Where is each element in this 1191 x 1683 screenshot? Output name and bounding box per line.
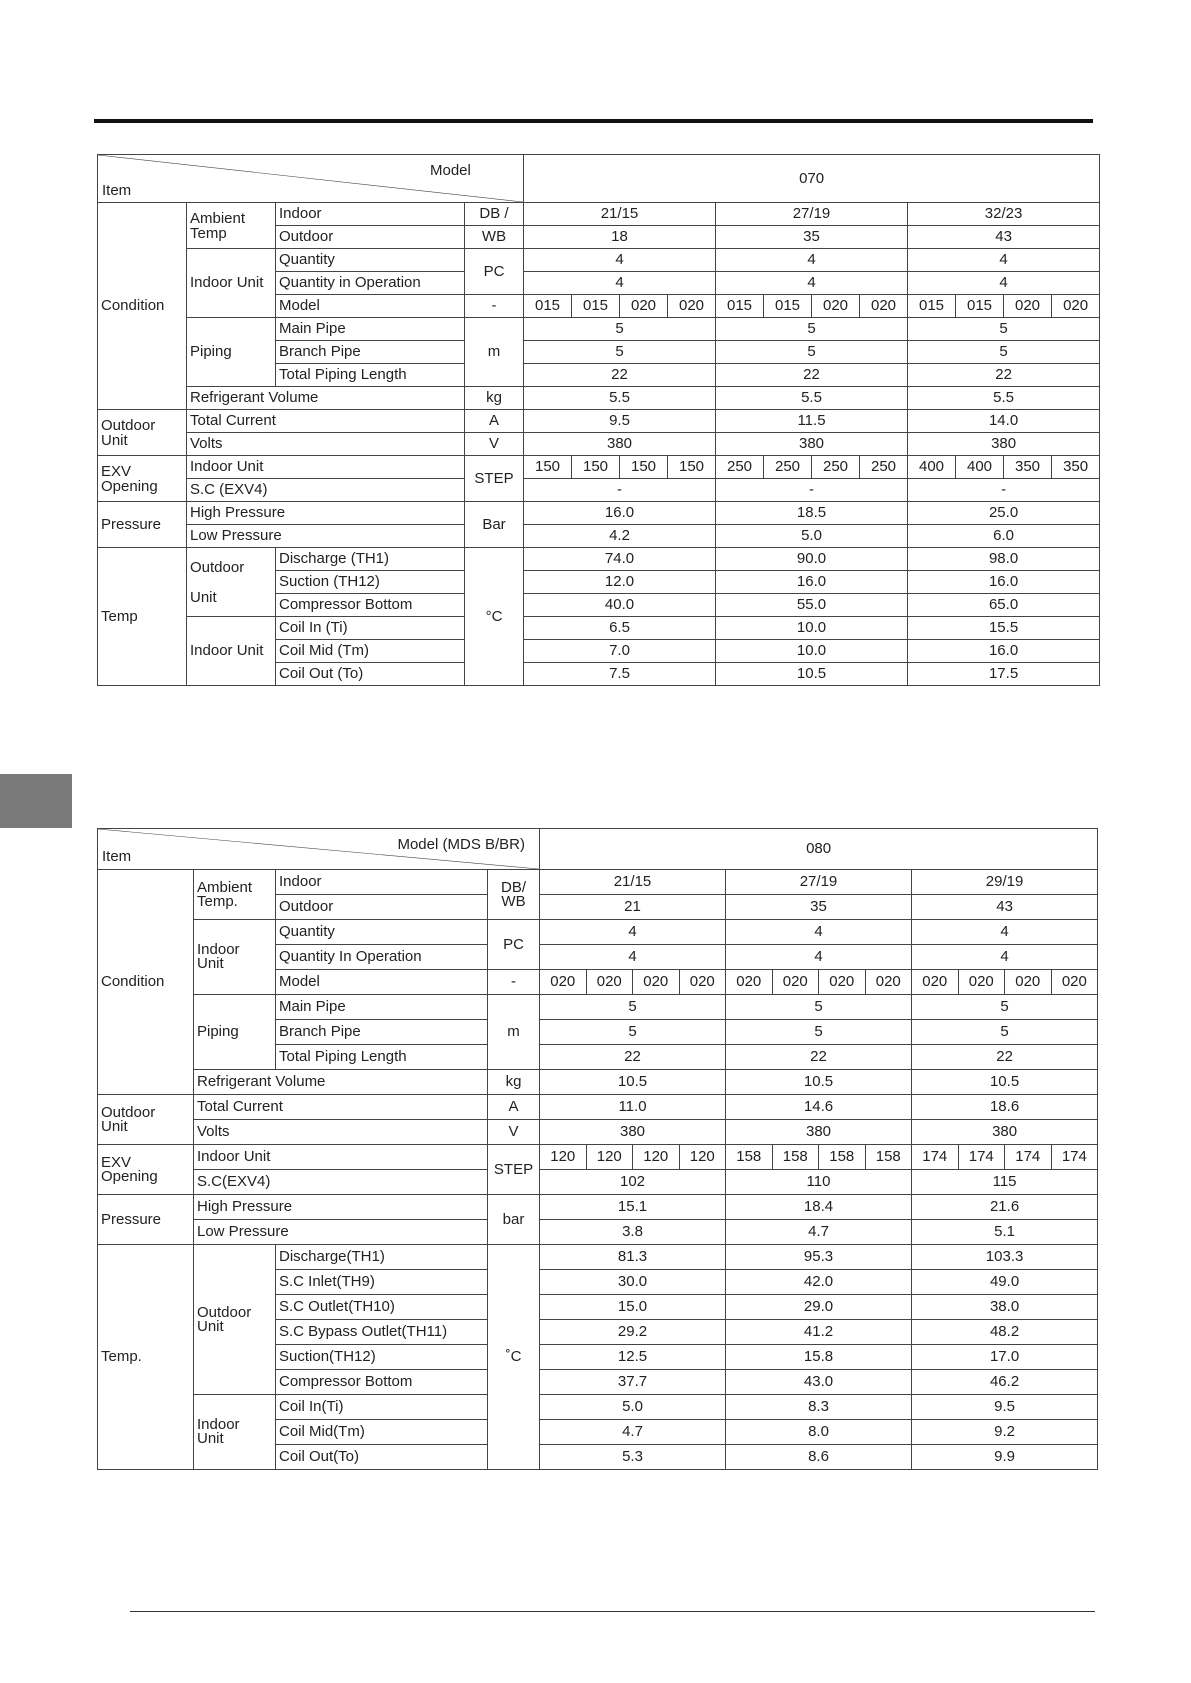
- low-pressure-label: Low Pressure: [194, 1220, 488, 1245]
- outdoor-label: Outdoor: [276, 226, 465, 249]
- item-header-label: Item: [102, 848, 132, 865]
- unit-v: V: [488, 1120, 540, 1145]
- table-corner-header: [98, 155, 524, 203]
- unit-dbwb-top: DB /: [465, 203, 524, 226]
- cell-value: 6.5: [524, 617, 716, 640]
- cell-value: 250: [716, 456, 764, 479]
- cell-value: 4: [908, 249, 1100, 272]
- cell-value: 10.5: [716, 663, 908, 686]
- volts-label: Volts: [187, 433, 465, 456]
- indoor-unit-label: Indoor Unit: [187, 249, 276, 318]
- cell-value: 32/23: [908, 203, 1100, 226]
- cell-value: 30.0: [540, 1270, 726, 1295]
- refrigerant-label: Refrigerant Volume: [194, 1070, 488, 1095]
- cell-value: 7.0: [524, 640, 716, 663]
- cell-value: 9.5: [524, 410, 716, 433]
- cell-value: 12.0: [524, 571, 716, 594]
- cell-value: 4: [912, 920, 1098, 945]
- cell-value: 65.0: [908, 594, 1100, 617]
- cell-value: 380: [912, 1120, 1098, 1145]
- unit-pc: PC: [488, 920, 540, 970]
- model-code: 080: [540, 829, 1098, 870]
- cell-value: -: [908, 479, 1100, 502]
- cell-value: 38.0: [912, 1295, 1098, 1320]
- cell-value: 120: [540, 1145, 587, 1170]
- cell-value: 158: [726, 1145, 773, 1170]
- cell-value: 5.1: [912, 1220, 1098, 1245]
- cell-value: 12.5: [540, 1345, 726, 1370]
- cell-value: 5: [912, 1020, 1098, 1045]
- cell-value: 16.0: [716, 571, 908, 594]
- total-current-label: Total Current: [194, 1095, 488, 1120]
- cell-value: 17.0: [912, 1345, 1098, 1370]
- indoor-label: Indoor: [276, 870, 488, 895]
- cell-value: 5.0: [540, 1395, 726, 1420]
- cell-value: 37.7: [540, 1370, 726, 1395]
- model-label: Model: [276, 970, 488, 995]
- cell-value: 17.5: [908, 663, 1100, 686]
- coil-in-label: Coil In(Ti): [276, 1395, 488, 1420]
- cell-value: 4.2: [524, 525, 716, 548]
- cell-value: 020: [540, 970, 587, 995]
- outdoor-unit-label: Outdoor Unit: [98, 410, 187, 456]
- suction-label: Suction (TH12): [276, 571, 465, 594]
- cell-value: 10.0: [716, 617, 908, 640]
- cell-value: 16.0: [908, 571, 1100, 594]
- cell-value: 4: [524, 249, 716, 272]
- cell-value: 103.3: [912, 1245, 1098, 1270]
- temp-outdoor-unit-label: Outdoor Unit: [187, 548, 276, 617]
- cell-value: 22: [908, 364, 1100, 387]
- quantity-label: Quantity: [276, 249, 465, 272]
- cell-value: 43.0: [726, 1370, 912, 1395]
- cell-value: 10.0: [716, 640, 908, 663]
- cell-value: 120: [586, 1145, 633, 1170]
- cell-value: 015: [524, 295, 572, 318]
- unit-m: m: [488, 995, 540, 1070]
- cell-value: 98.0: [908, 548, 1100, 571]
- cell-value: 020: [726, 970, 773, 995]
- cell-value: 3.8: [540, 1220, 726, 1245]
- model-code: 070: [524, 155, 1100, 203]
- cell-value: 95.3: [726, 1245, 912, 1270]
- cell-value: 22: [540, 1045, 726, 1070]
- cell-value: 7.5: [524, 663, 716, 686]
- cell-value: 4: [540, 945, 726, 970]
- cell-value: 5: [716, 341, 908, 364]
- unit-a: A: [465, 410, 524, 433]
- cell-value: 27/19: [716, 203, 908, 226]
- item-header-label: Item: [102, 182, 132, 199]
- cell-value: 020: [620, 295, 668, 318]
- cell-value: 4: [524, 272, 716, 295]
- cell-value: 5: [908, 341, 1100, 364]
- unit-kg: kg: [465, 387, 524, 410]
- model-header-label: Model: [430, 162, 471, 179]
- cell-value: 5: [726, 1020, 912, 1045]
- temp-outdoor-unit-label: Outdoor Unit: [194, 1245, 276, 1395]
- unit-dash: -: [488, 970, 540, 995]
- cell-value: 400: [908, 456, 956, 479]
- cell-value: 380: [524, 433, 716, 456]
- cell-value: 5: [540, 1020, 726, 1045]
- cell-value: 4: [908, 272, 1100, 295]
- branch-pipe-label: Branch Pipe: [276, 341, 465, 364]
- cell-value: 020: [1005, 970, 1052, 995]
- cell-value: 4: [726, 920, 912, 945]
- cell-value: 8.0: [726, 1420, 912, 1445]
- exv-opening-label: EXV Opening: [98, 1145, 194, 1195]
- cell-value: 41.2: [726, 1320, 912, 1345]
- cell-value: 4: [726, 945, 912, 970]
- coil-out-label: Coil Out(To): [276, 1445, 488, 1470]
- cell-value: 5: [540, 995, 726, 1020]
- sc-outlet-label: S.C Outlet(TH10): [276, 1295, 488, 1320]
- spec-table-070: [97, 154, 1100, 686]
- cell-value: 22: [524, 364, 716, 387]
- discharge-label: Discharge(TH1): [276, 1245, 488, 1270]
- coil-in-label: Coil In (Ti): [276, 617, 465, 640]
- cell-value: 18.4: [726, 1195, 912, 1220]
- cell-value: 22: [726, 1045, 912, 1070]
- cell-value: 46.2: [912, 1370, 1098, 1395]
- cell-value: 15.8: [726, 1345, 912, 1370]
- cell-value: 250: [812, 456, 860, 479]
- cell-value: 015: [764, 295, 812, 318]
- cell-value: 5.5: [524, 387, 716, 410]
- unit-dash: -: [465, 295, 524, 318]
- cell-value: 11.0: [540, 1095, 726, 1120]
- cell-value: 015: [956, 295, 1004, 318]
- cell-value: 40.0: [524, 594, 716, 617]
- sc-inlet-label: S.C Inlet(TH9): [276, 1270, 488, 1295]
- unit-bar: Bar: [465, 502, 524, 548]
- piping-label: Piping: [187, 318, 276, 387]
- cell-value: 4: [912, 945, 1098, 970]
- cell-value: 158: [865, 1145, 912, 1170]
- temp-indoor-unit-label: Indoor Unit: [194, 1395, 276, 1470]
- cell-value: 35: [726, 895, 912, 920]
- cell-value: 5: [908, 318, 1100, 341]
- cell-value: 22: [912, 1045, 1098, 1070]
- quantity-op-label: Quantity in Operation: [276, 272, 465, 295]
- cell-value: 174: [1051, 1145, 1098, 1170]
- cell-value: 48.2: [912, 1320, 1098, 1345]
- cell-value: 015: [572, 295, 620, 318]
- cell-value: 15.1: [540, 1195, 726, 1220]
- main-pipe-label: Main Pipe: [276, 995, 488, 1020]
- cell-value: 4.7: [540, 1420, 726, 1445]
- cell-value: 380: [726, 1120, 912, 1145]
- ambient-temp-label: Ambient Temp: [187, 203, 276, 249]
- cell-value: 5.5: [716, 387, 908, 410]
- cell-value: 020: [860, 295, 908, 318]
- cell-value: 14.6: [726, 1095, 912, 1120]
- cell-value: 350: [1004, 456, 1052, 479]
- condition-label: Condition: [98, 203, 187, 410]
- cell-value: 35: [716, 226, 908, 249]
- table-corner-header: [98, 829, 540, 870]
- cell-value: 110: [726, 1170, 912, 1195]
- cell-value: 120: [679, 1145, 726, 1170]
- cell-value: 020: [1052, 295, 1100, 318]
- cell-value: 020: [668, 295, 716, 318]
- cell-value: 5.0: [716, 525, 908, 548]
- cell-value: 9.5: [912, 1395, 1098, 1420]
- cell-value: 21: [540, 895, 726, 920]
- footer-rule: [130, 1611, 1095, 1612]
- cell-value: -: [524, 479, 716, 502]
- section-tab: [0, 774, 72, 828]
- cell-value: 10.5: [726, 1070, 912, 1095]
- cell-value: 21/15: [524, 203, 716, 226]
- piping-label: Piping: [194, 995, 276, 1070]
- coil-mid-label: Coil Mid (Tm): [276, 640, 465, 663]
- exv-opening-label: EXV Opening: [98, 456, 187, 502]
- branch-pipe-label: Branch Pipe: [276, 1020, 488, 1045]
- cell-value: 9.2: [912, 1420, 1098, 1445]
- outdoor-unit-label: Outdoor Unit: [98, 1095, 194, 1145]
- high-pressure-label: High Pressure: [194, 1195, 488, 1220]
- cell-value: 102: [540, 1170, 726, 1195]
- cell-value: 10.5: [912, 1070, 1098, 1095]
- unit-m: m: [465, 318, 524, 387]
- condition-label: Condition: [98, 870, 194, 1095]
- cell-value: 5: [912, 995, 1098, 1020]
- unit-deg-c: ˚C: [488, 1245, 540, 1470]
- exv-indoor-label: Indoor Unit: [187, 456, 465, 479]
- cell-value: 020: [586, 970, 633, 995]
- cell-value: 8.3: [726, 1395, 912, 1420]
- unit-deg-c: °C: [465, 548, 524, 686]
- cell-value: 10.5: [540, 1070, 726, 1095]
- cell-value: 020: [633, 970, 680, 995]
- discharge-label: Discharge (TH1): [276, 548, 465, 571]
- volts-label: Volts: [194, 1120, 488, 1145]
- cell-value: 020: [1051, 970, 1098, 995]
- cell-value: 18: [524, 226, 716, 249]
- cell-value: 6.0: [908, 525, 1100, 548]
- unit-a: A: [488, 1095, 540, 1120]
- cell-value: 020: [912, 970, 959, 995]
- cell-value: 120: [633, 1145, 680, 1170]
- unit-dbwb-bottom: WB: [465, 226, 524, 249]
- cell-value: 020: [1004, 295, 1052, 318]
- cell-value: 21/15: [540, 870, 726, 895]
- cell-value: 21.6: [912, 1195, 1098, 1220]
- cell-value: 11.5: [716, 410, 908, 433]
- total-piping-label: Total Piping Length: [276, 1045, 488, 1070]
- cell-value: 150: [572, 456, 620, 479]
- cell-value: 5: [726, 995, 912, 1020]
- cell-value: 5: [524, 318, 716, 341]
- cell-value: 020: [958, 970, 1005, 995]
- cell-value: 020: [679, 970, 726, 995]
- quantity-op-label: Quantity In Operation: [276, 945, 488, 970]
- cell-value: 9.9: [912, 1445, 1098, 1470]
- cell-value: 158: [819, 1145, 866, 1170]
- cell-value: 020: [865, 970, 912, 995]
- unit-v: V: [465, 433, 524, 456]
- high-pressure-label: High Pressure: [187, 502, 465, 525]
- cell-value: 29/19: [912, 870, 1098, 895]
- coil-mid-label: Coil Mid(Tm): [276, 1420, 488, 1445]
- cell-value: 29.0: [726, 1295, 912, 1320]
- cell-value: 49.0: [912, 1270, 1098, 1295]
- cell-value: 25.0: [908, 502, 1100, 525]
- header-rule: [94, 119, 1093, 123]
- cell-value: 150: [620, 456, 668, 479]
- pressure-label: Pressure: [98, 502, 187, 548]
- cell-value: 5.5: [908, 387, 1100, 410]
- unit-dbwb: DB/ WB: [488, 870, 540, 920]
- cell-value: 250: [860, 456, 908, 479]
- cell-value: 015: [716, 295, 764, 318]
- unit-kg: kg: [488, 1070, 540, 1095]
- cell-value: 250: [764, 456, 812, 479]
- cell-value: 42.0: [726, 1270, 912, 1295]
- unit-step: STEP: [488, 1145, 540, 1195]
- cell-value: 81.3: [540, 1245, 726, 1270]
- total-piping-label: Total Piping Length: [276, 364, 465, 387]
- exv-indoor-label: Indoor Unit: [194, 1145, 488, 1170]
- ambient-temp-label: Ambient Temp.: [194, 870, 276, 920]
- outdoor-label: Outdoor: [276, 895, 488, 920]
- sc-exv4-label: S.C (EXV4): [187, 479, 465, 502]
- total-current-label: Total Current: [187, 410, 465, 433]
- spec-table-080: [97, 828, 1098, 1470]
- indoor-unit-label: Indoor Unit: [194, 920, 276, 995]
- cell-value: 400: [956, 456, 1004, 479]
- cell-value: 43: [908, 226, 1100, 249]
- cell-value: 55.0: [716, 594, 908, 617]
- cell-value: 18.6: [912, 1095, 1098, 1120]
- unit-bar: bar: [488, 1195, 540, 1245]
- cell-value: 16.0: [524, 502, 716, 525]
- unit-step: STEP: [465, 456, 524, 502]
- cell-value: 020: [772, 970, 819, 995]
- cell-value: 14.0: [908, 410, 1100, 433]
- model-header-label: Model (MDS B/BR): [397, 836, 525, 853]
- cell-value: 15.5: [908, 617, 1100, 640]
- compressor-bottom-label: Compressor Bottom: [276, 594, 465, 617]
- cell-value: 5.3: [540, 1445, 726, 1470]
- temp-label: Temp: [98, 548, 187, 686]
- cell-value: 90.0: [716, 548, 908, 571]
- cell-value: 27/19: [726, 870, 912, 895]
- cell-value: 4: [716, 249, 908, 272]
- cell-value: 380: [716, 433, 908, 456]
- main-pipe-label: Main Pipe: [276, 318, 465, 341]
- temp-indoor-unit-label: Indoor Unit: [187, 617, 276, 686]
- cell-value: 22: [716, 364, 908, 387]
- model-label: Model: [276, 295, 465, 318]
- cell-value: 15.0: [540, 1295, 726, 1320]
- cell-value: 16.0: [908, 640, 1100, 663]
- cell-value: 150: [524, 456, 572, 479]
- refrigerant-label: Refrigerant Volume: [187, 387, 465, 410]
- quantity-label: Quantity: [276, 920, 488, 945]
- cell-value: 158: [772, 1145, 819, 1170]
- coil-out-label: Coil Out (To): [276, 663, 465, 686]
- cell-value: 174: [1005, 1145, 1052, 1170]
- suction-label: Suction(TH12): [276, 1345, 488, 1370]
- sc-exv4-label: S.C(EXV4): [194, 1170, 488, 1195]
- sc-bypass-label: S.C Bypass Outlet(TH11): [276, 1320, 488, 1345]
- cell-value: 174: [912, 1145, 959, 1170]
- cell-value: 380: [540, 1120, 726, 1145]
- pressure-label: Pressure: [98, 1195, 194, 1245]
- cell-value: 020: [812, 295, 860, 318]
- cell-value: 150: [668, 456, 716, 479]
- cell-value: 015: [908, 295, 956, 318]
- indoor-label: Indoor: [276, 203, 465, 226]
- unit-pc: PC: [465, 249, 524, 295]
- temp-label: Temp.: [98, 1245, 194, 1470]
- cell-value: 4.7: [726, 1220, 912, 1245]
- cell-value: -: [716, 479, 908, 502]
- cell-value: 5: [524, 341, 716, 364]
- cell-value: 18.5: [716, 502, 908, 525]
- cell-value: 020: [819, 970, 866, 995]
- cell-value: 4: [716, 272, 908, 295]
- cell-value: 4: [540, 920, 726, 945]
- cell-value: 5: [716, 318, 908, 341]
- cell-value: 174: [958, 1145, 1005, 1170]
- cell-value: 115: [912, 1170, 1098, 1195]
- cell-value: 380: [908, 433, 1100, 456]
- cell-value: 350: [1052, 456, 1100, 479]
- low-pressure-label: Low Pressure: [187, 525, 465, 548]
- compressor-bottom-label: Compressor Bottom: [276, 1370, 488, 1395]
- cell-value: 8.6: [726, 1445, 912, 1470]
- cell-value: 29.2: [540, 1320, 726, 1345]
- cell-value: 74.0: [524, 548, 716, 571]
- cell-value: 43: [912, 895, 1098, 920]
